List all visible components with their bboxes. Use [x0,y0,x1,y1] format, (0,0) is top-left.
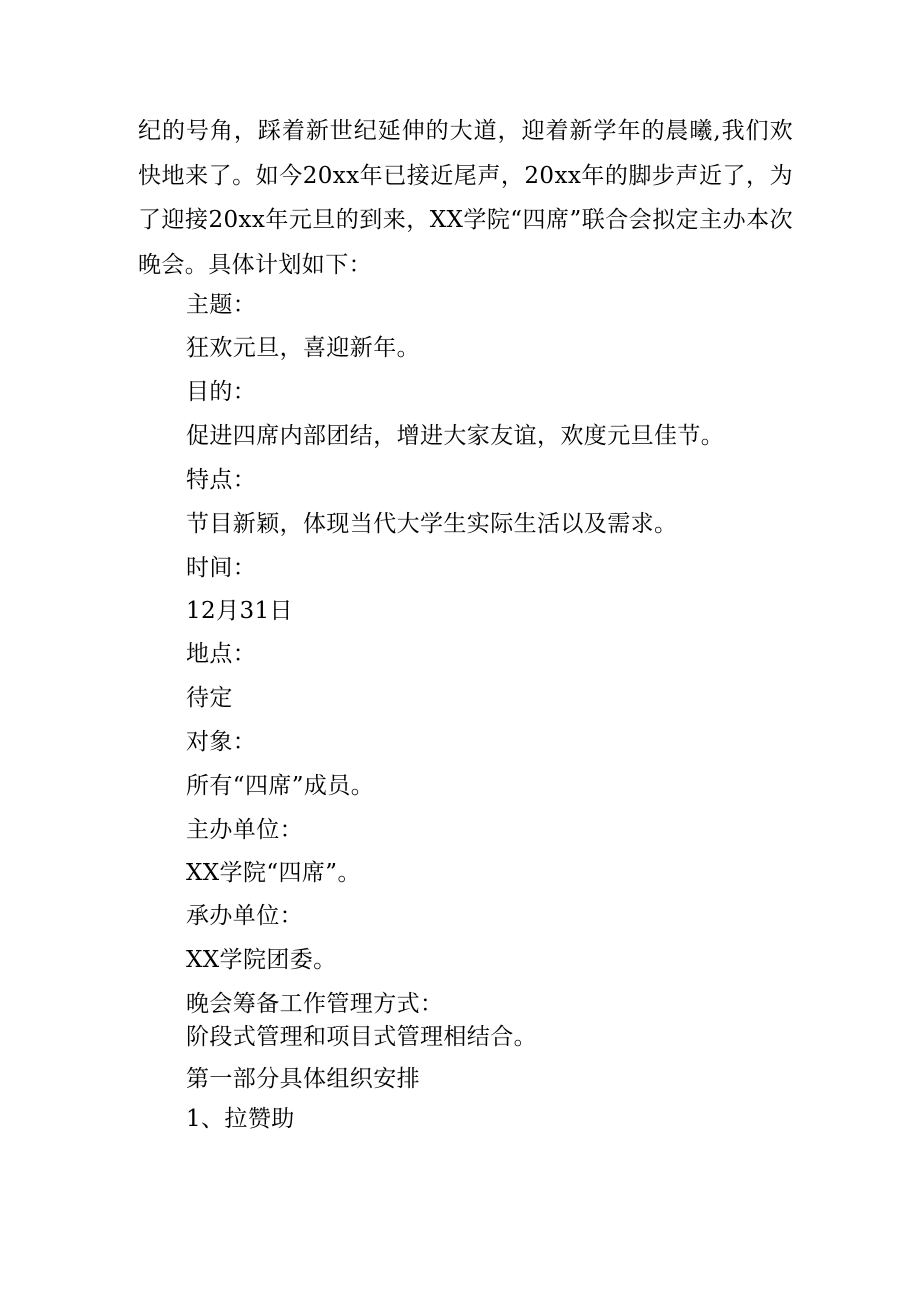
list-item-sponsorship: 1、拉赞助 [186,1106,295,1132]
label-time: 时间： [186,555,257,581]
intro-paragraph: 纪的号角，踩着新世纪延伸的大道，迎着新学年的晨曦,我们欢快地来了。如今20xx年已接近尾声，20xx年的脚步声近了，为了迎接20xx年元旦的到来，XX学院“四席”联合会拟定主办本次晚会。具体计划如下： [138,118,793,278]
value-audience: 所有“四席”成员。 [186,773,375,799]
label-management: 晚会筹备工作管理方式： [186,991,444,1017]
value-purpose: 促进四席内部团结，增进大家友谊，欢度元旦佳节。 [186,423,725,449]
value-theme: 狂欢元旦，喜迎新年。 [186,335,420,361]
value-management: 阶段式管理和项目式管理相结合。 [186,1024,537,1050]
value-location: 待定 [186,685,233,711]
value-features: 节目新颖，体现当代大学生实际生活以及需求。 [186,511,678,537]
label-theme: 主题： [186,292,257,318]
label-organizer: 主办单位： [186,817,303,843]
label-purpose: 目的： [186,379,257,405]
label-features: 特点： [186,467,257,493]
label-audience: 对象： [186,729,257,755]
value-co-organizer: XX学院团委。 [186,947,337,973]
section-heading: 第一部分具体组织安排 [186,1066,420,1092]
label-co-organizer: 承办单位： [186,903,303,929]
value-time: 12月31日 [186,598,293,624]
label-location: 地点： [186,641,257,667]
value-organizer: XX学院“四席”。 [186,860,361,886]
